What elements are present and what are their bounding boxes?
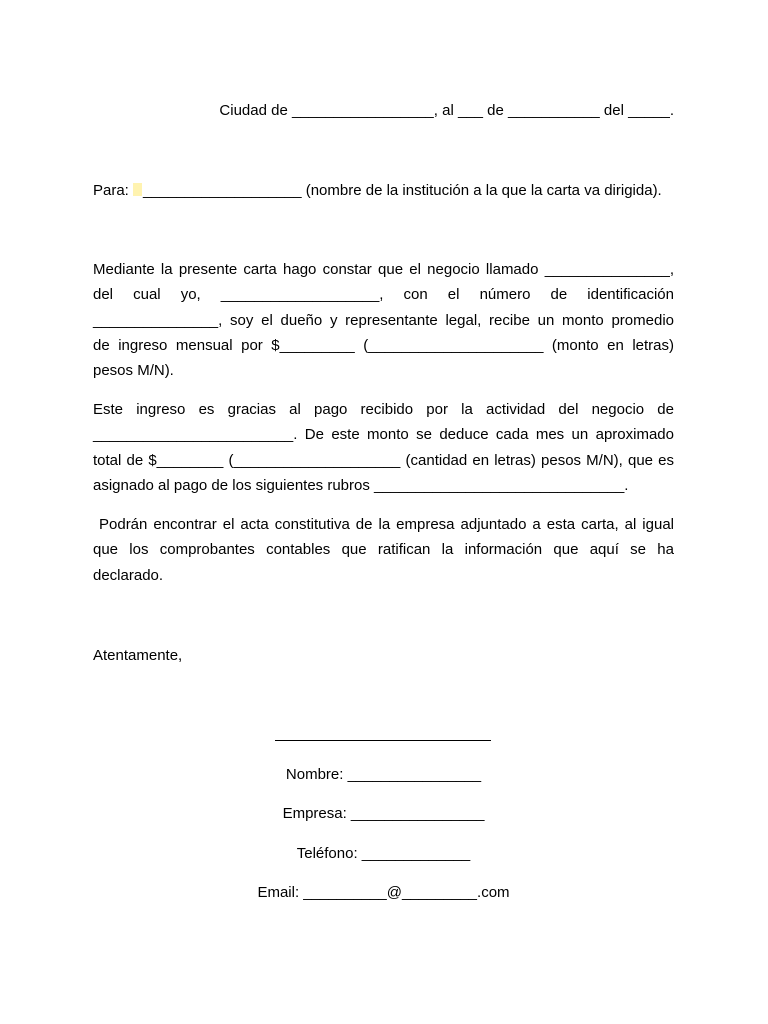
paragraph-1-line: de ingreso mensual por $_________ (_____________________ (monto en letras) [93, 336, 674, 354]
salutation: Atentamente, [93, 647, 183, 664]
company-field: Empresa: ________________ [282, 805, 485, 822]
paragraph-3 [93, 512, 674, 588]
highlight-marker [133, 183, 142, 196]
para-label: Para: [93, 182, 134, 199]
paragraph-1-line: pesos M/N). [93, 362, 174, 380]
paragraph-1-line: del cual yo, ___________________, con el número de identificación [93, 286, 674, 304]
paragraph-1 [93, 257, 674, 383]
paragraph-1-line: _______________, soy el dueño y representante legal, recibe un monto promedio [93, 311, 674, 329]
signature-line [275, 740, 491, 741]
paragraph-3-line: Podrán encontrar el acta constitutiva de la empresa adjuntado a esta carta, al igual [93, 516, 674, 533]
date-line: Ciudad de _________________, al ___ de ___________ del _____. [219, 102, 674, 119]
recipient-line [93, 182, 674, 199]
paragraph-2-line: ________________________. De este monto se deduce cada mes un aproximado [93, 426, 674, 444]
phone-field: Teléfono: _____________ [296, 845, 471, 862]
paragraph-3-line: declarado. [93, 566, 164, 584]
paragraph-2-line: Este ingreso es gracias al pago recibido por la actividad del negocio de [93, 401, 674, 418]
paragraph-3-line: que los comprobantes contables que ratifican la información que aquí se ha [93, 541, 674, 559]
para-line: ___________________ (nombre de la institución a la que la carta va dirigida). [143, 182, 662, 199]
paragraph-2-line: asignado al pago de los siguientes rubros ______________________________. [93, 476, 629, 494]
paragraph-1-line: Mediante la presente carta hago constar que el negocio llamado _______________, [93, 261, 674, 278]
name-field: Nombre: ________________ [285, 766, 482, 783]
paragraph-2-line: total de $________ (____________________ (cantidad en letras) pesos M/N), que es [93, 451, 674, 469]
email-field: Email: __________@_________.com [257, 884, 510, 901]
paragraph-2 [93, 397, 674, 498]
